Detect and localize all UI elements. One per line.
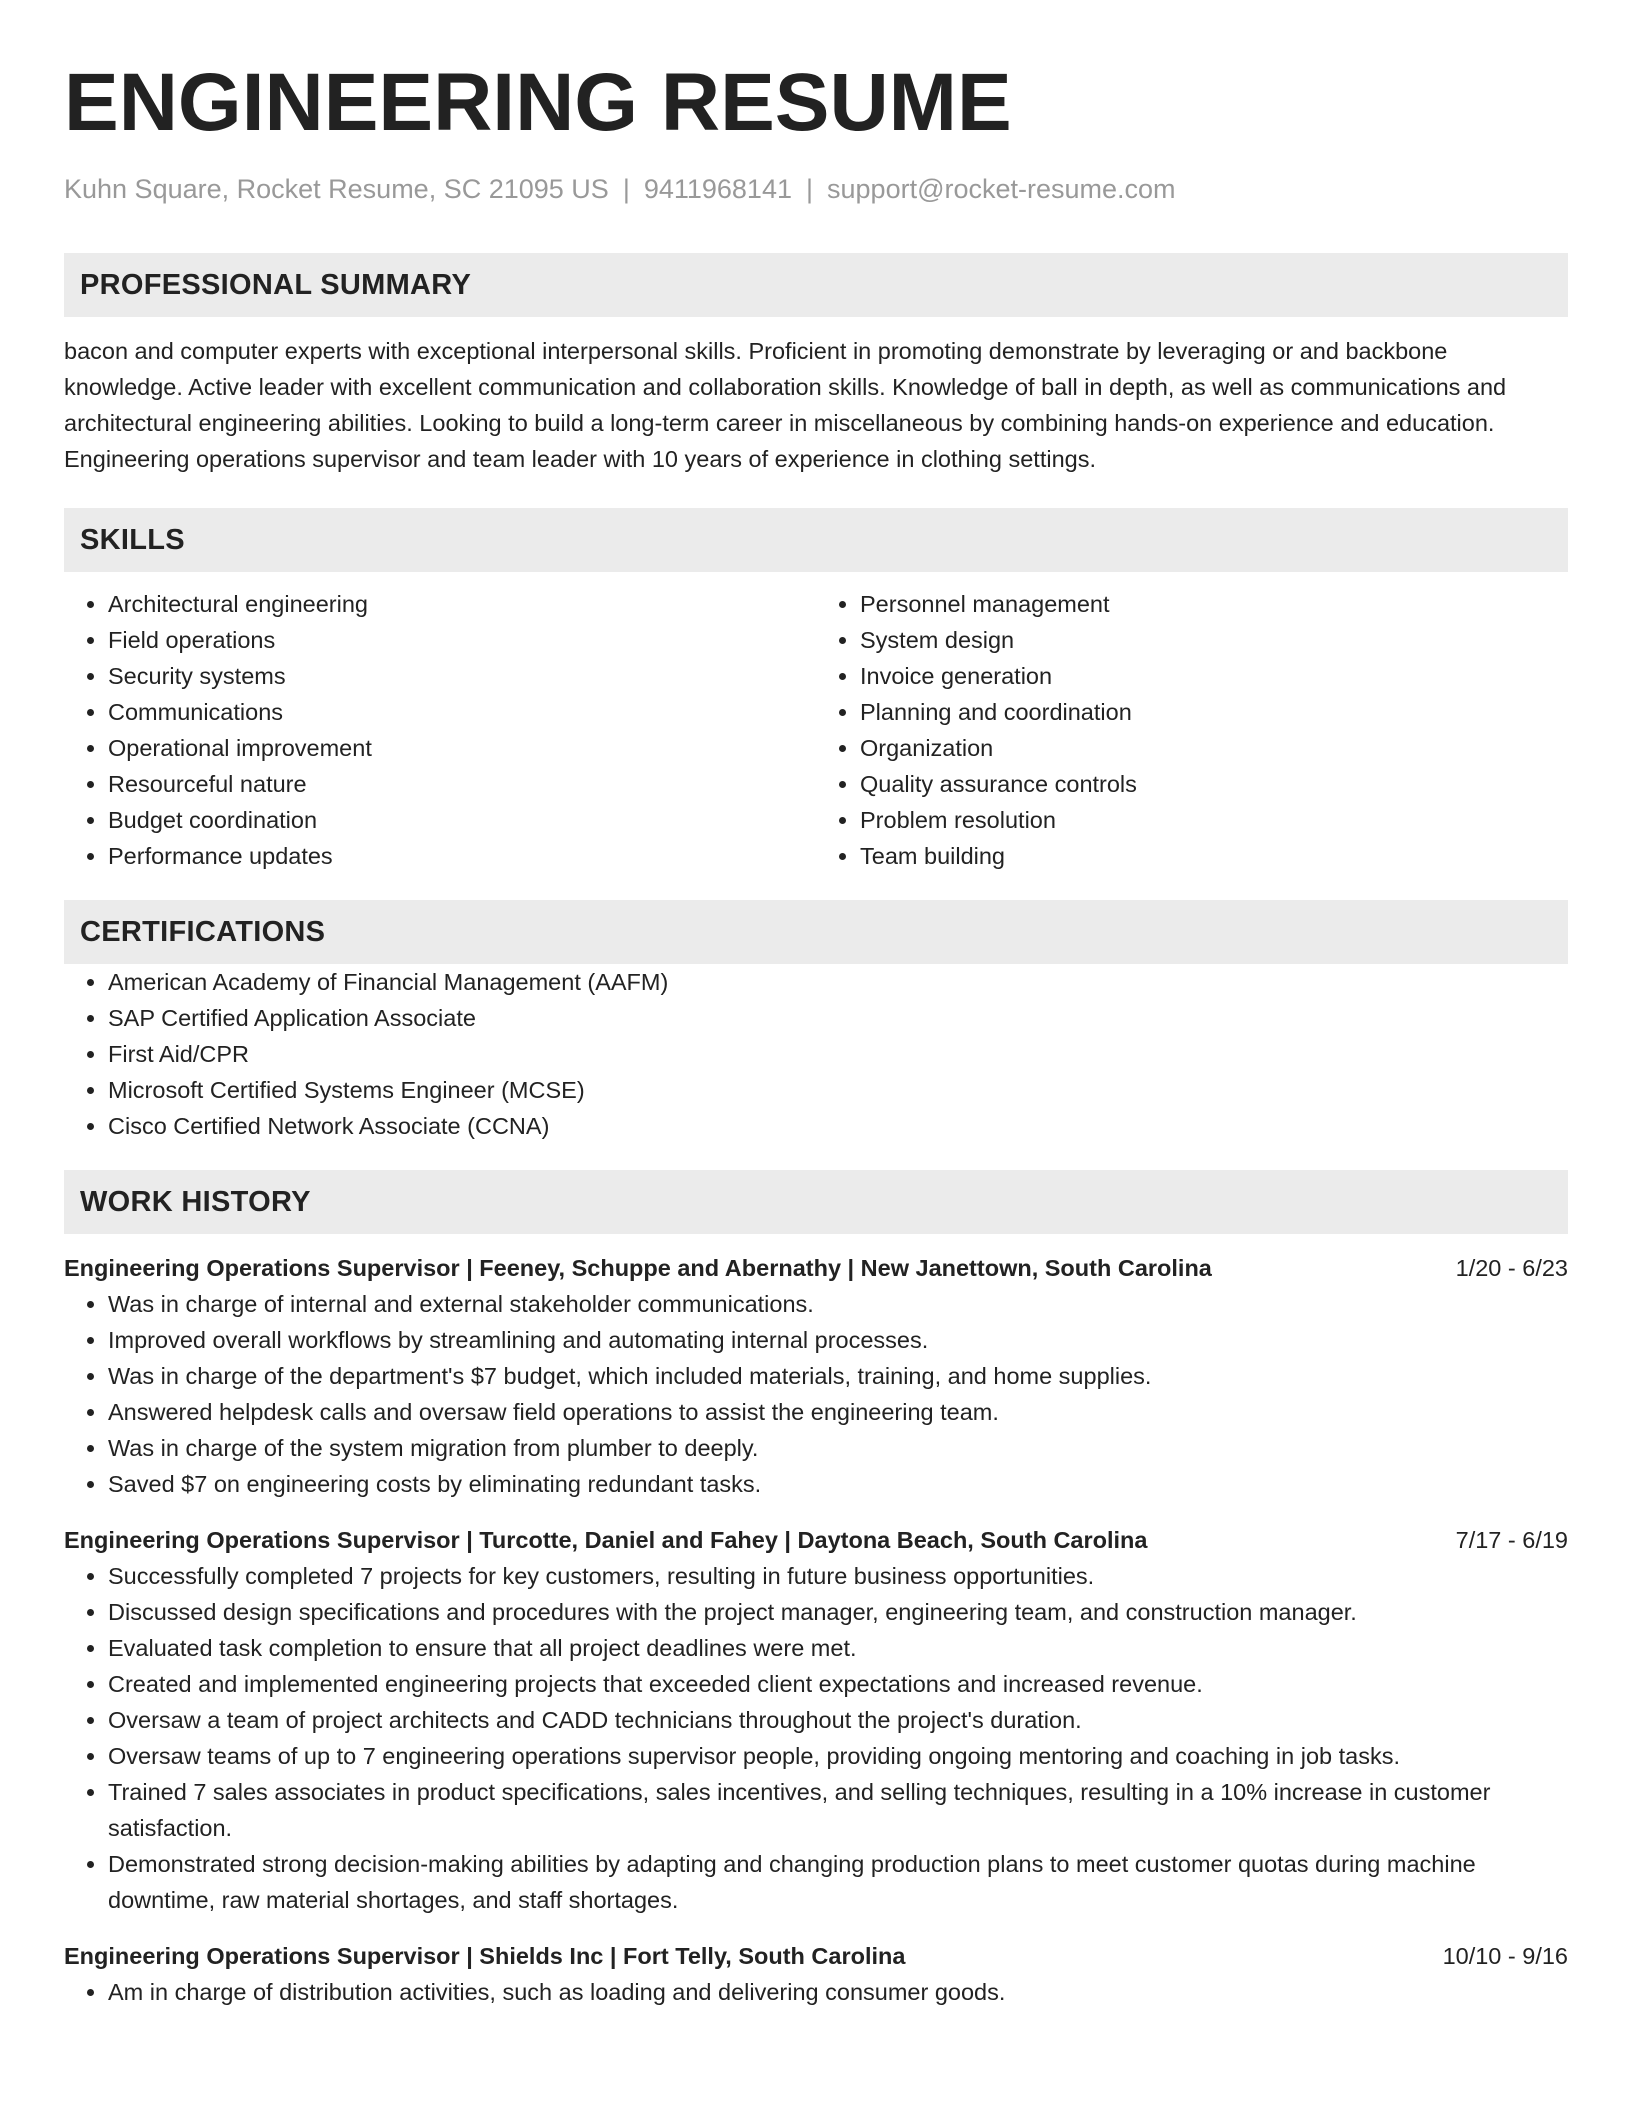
certification-item: • First Aid/CPR — [108, 1036, 1568, 1072]
job-bullets — [64, 1558, 1568, 1918]
contact-phone: 9411968141 — [643, 174, 792, 204]
job-bullet: • Was in charge of the system migration from plumber to deeply. — [108, 1430, 1568, 1466]
job-bullet: • Oversaw teams of up to 7 engineering operations supervisor people, providing ongoing mentoring and coaching in job tasks. — [108, 1738, 1568, 1774]
section-title: CERTIFICATIONS — [80, 915, 326, 948]
certification-item: • Cisco Certified Network Associate (CCNA) — [108, 1108, 1568, 1144]
skill-item: • Resourceful nature — [108, 766, 816, 802]
job-header — [64, 1522, 1568, 1558]
job-header — [64, 1938, 1568, 1974]
contact-address: Kuhn Square, Rocket Resume, SC 21095 US — [64, 174, 609, 204]
job-bullet: • Discussed design specifications and procedures with the project manager, engineering team, and construction manager. — [108, 1594, 1568, 1630]
job-bullets — [64, 1974, 1568, 2010]
skill-item: • Team building — [860, 838, 1568, 874]
skill-item: • Performance updates — [108, 838, 816, 874]
job-bullets — [64, 1286, 1568, 1502]
job-dates: 10/10 - 9/16 — [1442, 1943, 1568, 1969]
contact-separator: | — [806, 174, 814, 204]
job-entry — [64, 1250, 1568, 1502]
section-title: SKILLS — [80, 523, 185, 556]
summary-text: bacon and computer experts with exceptional interpersonal skills. Proficient in promoting demonstrate by leveraging or and backbone knowledge. Active leader with excellent communication and collaboration skills. Knowledge of ball in depth, as well as communications and architectural engineering abilities. Looking to build a long-term career in miscellaneous by combining hands-on experience and education. Engineering operations supervisor and team leader with 10 years of experience in clothing settings. — [64, 338, 1507, 472]
skill-item: • Field operations — [108, 622, 816, 658]
section-header-summary — [64, 253, 1568, 317]
certification-item: • American Academy of Financial Management (AAFM) — [108, 964, 1568, 1000]
job-title: Engineering Operations Supervisor | Turcotte, Daniel and Fahey | Daytona Beach, South Carolina — [64, 1527, 1148, 1553]
contact-separator: | — [622, 174, 630, 204]
job-header — [64, 1250, 1568, 1286]
job-bullet: • Am in charge of distribution activities, such as loading and delivering consumer goods. — [108, 1974, 1568, 2010]
skill-item: • Personnel management — [860, 586, 1568, 622]
job-bullet: • Oversaw a team of project architects and CADD technicians throughout the project's duration. — [108, 1702, 1568, 1738]
job-entry — [64, 1938, 1568, 2010]
skill-item: • Organization — [860, 730, 1568, 766]
job-entry — [64, 1522, 1568, 1918]
section-title: WORK HISTORY — [80, 1185, 311, 1218]
skill-item: • Security systems — [108, 658, 816, 694]
section-header-skills — [64, 508, 1568, 572]
job-title: Engineering Operations Supervisor | Feeney, Schuppe and Abernathy | New Janettown, South Carolina — [64, 1255, 1212, 1281]
skill-item: • Architectural engineering — [108, 586, 816, 622]
skill-item: • Budget coordination — [108, 802, 816, 838]
job-bullet: • Evaluated task completion to ensure that all project deadlines were met. — [108, 1630, 1568, 1666]
skills-list — [64, 586, 1568, 874]
contact-email: support@rocket-resume.com — [827, 174, 1176, 204]
skill-item: • Planning and coordination — [860, 694, 1568, 730]
contact-line — [64, 172, 1568, 206]
skills-column-right — [816, 586, 1568, 874]
certifications-list — [64, 964, 1568, 1144]
certification-item: • SAP Certified Application Associate — [108, 1000, 1568, 1036]
job-bullet: • Demonstrated strong decision-making abilities by adapting and changing production plans to meet customer quotas during machine downtime, raw material shortages, and staff shortages. — [108, 1846, 1568, 1918]
certification-item: • Microsoft Certified Systems Engineer (MCSE) — [108, 1072, 1568, 1108]
section-title: PROFESSIONAL SUMMARY — [80, 268, 472, 301]
skill-item: • Operational improvement — [108, 730, 816, 766]
job-bullet: • Answered helpdesk calls and oversaw field operations to assist the engineering team. — [108, 1394, 1568, 1430]
skill-item: • Quality assurance controls — [860, 766, 1568, 802]
skill-item: • Communications — [108, 694, 816, 730]
job-bullet: • Successfully completed 7 projects for key customers, resulting in future business opportunities. — [108, 1558, 1568, 1594]
job-bullet: • Was in charge of the department's $7 budget, which included materials, training, and home supplies. — [108, 1358, 1568, 1394]
skills-column-left — [64, 586, 816, 874]
job-dates: 1/20 - 6/23 — [1455, 1255, 1568, 1281]
job-bullet: • Trained 7 sales associates in product specifications, sales incentives, and selling techniques, resulting in a 10% increase in customer satisfaction. — [108, 1774, 1568, 1846]
skill-item: • Invoice generation — [860, 658, 1568, 694]
job-bullet: • Improved overall workflows by streamlining and automating internal processes. — [108, 1322, 1568, 1358]
job-bullet: • Was in charge of internal and external stakeholder communications. — [108, 1286, 1568, 1322]
job-title: Engineering Operations Supervisor | Shields Inc | Fort Telly, South Carolina — [64, 1943, 906, 1969]
section-header-work-history — [64, 1170, 1568, 1234]
job-bullet: • Created and implemented engineering projects that exceeded client expectations and increased revenue. — [108, 1666, 1568, 1702]
section-header-certifications — [64, 900, 1568, 964]
skill-item: • System design — [860, 622, 1568, 658]
job-dates: 7/17 - 6/19 — [1455, 1527, 1568, 1553]
skill-item: • Problem resolution — [860, 802, 1568, 838]
job-bullet: • Saved $7 on engineering costs by eliminating redundant tasks. — [108, 1466, 1568, 1502]
resume-title: ENGINEERING RESUME — [64, 57, 1012, 148]
